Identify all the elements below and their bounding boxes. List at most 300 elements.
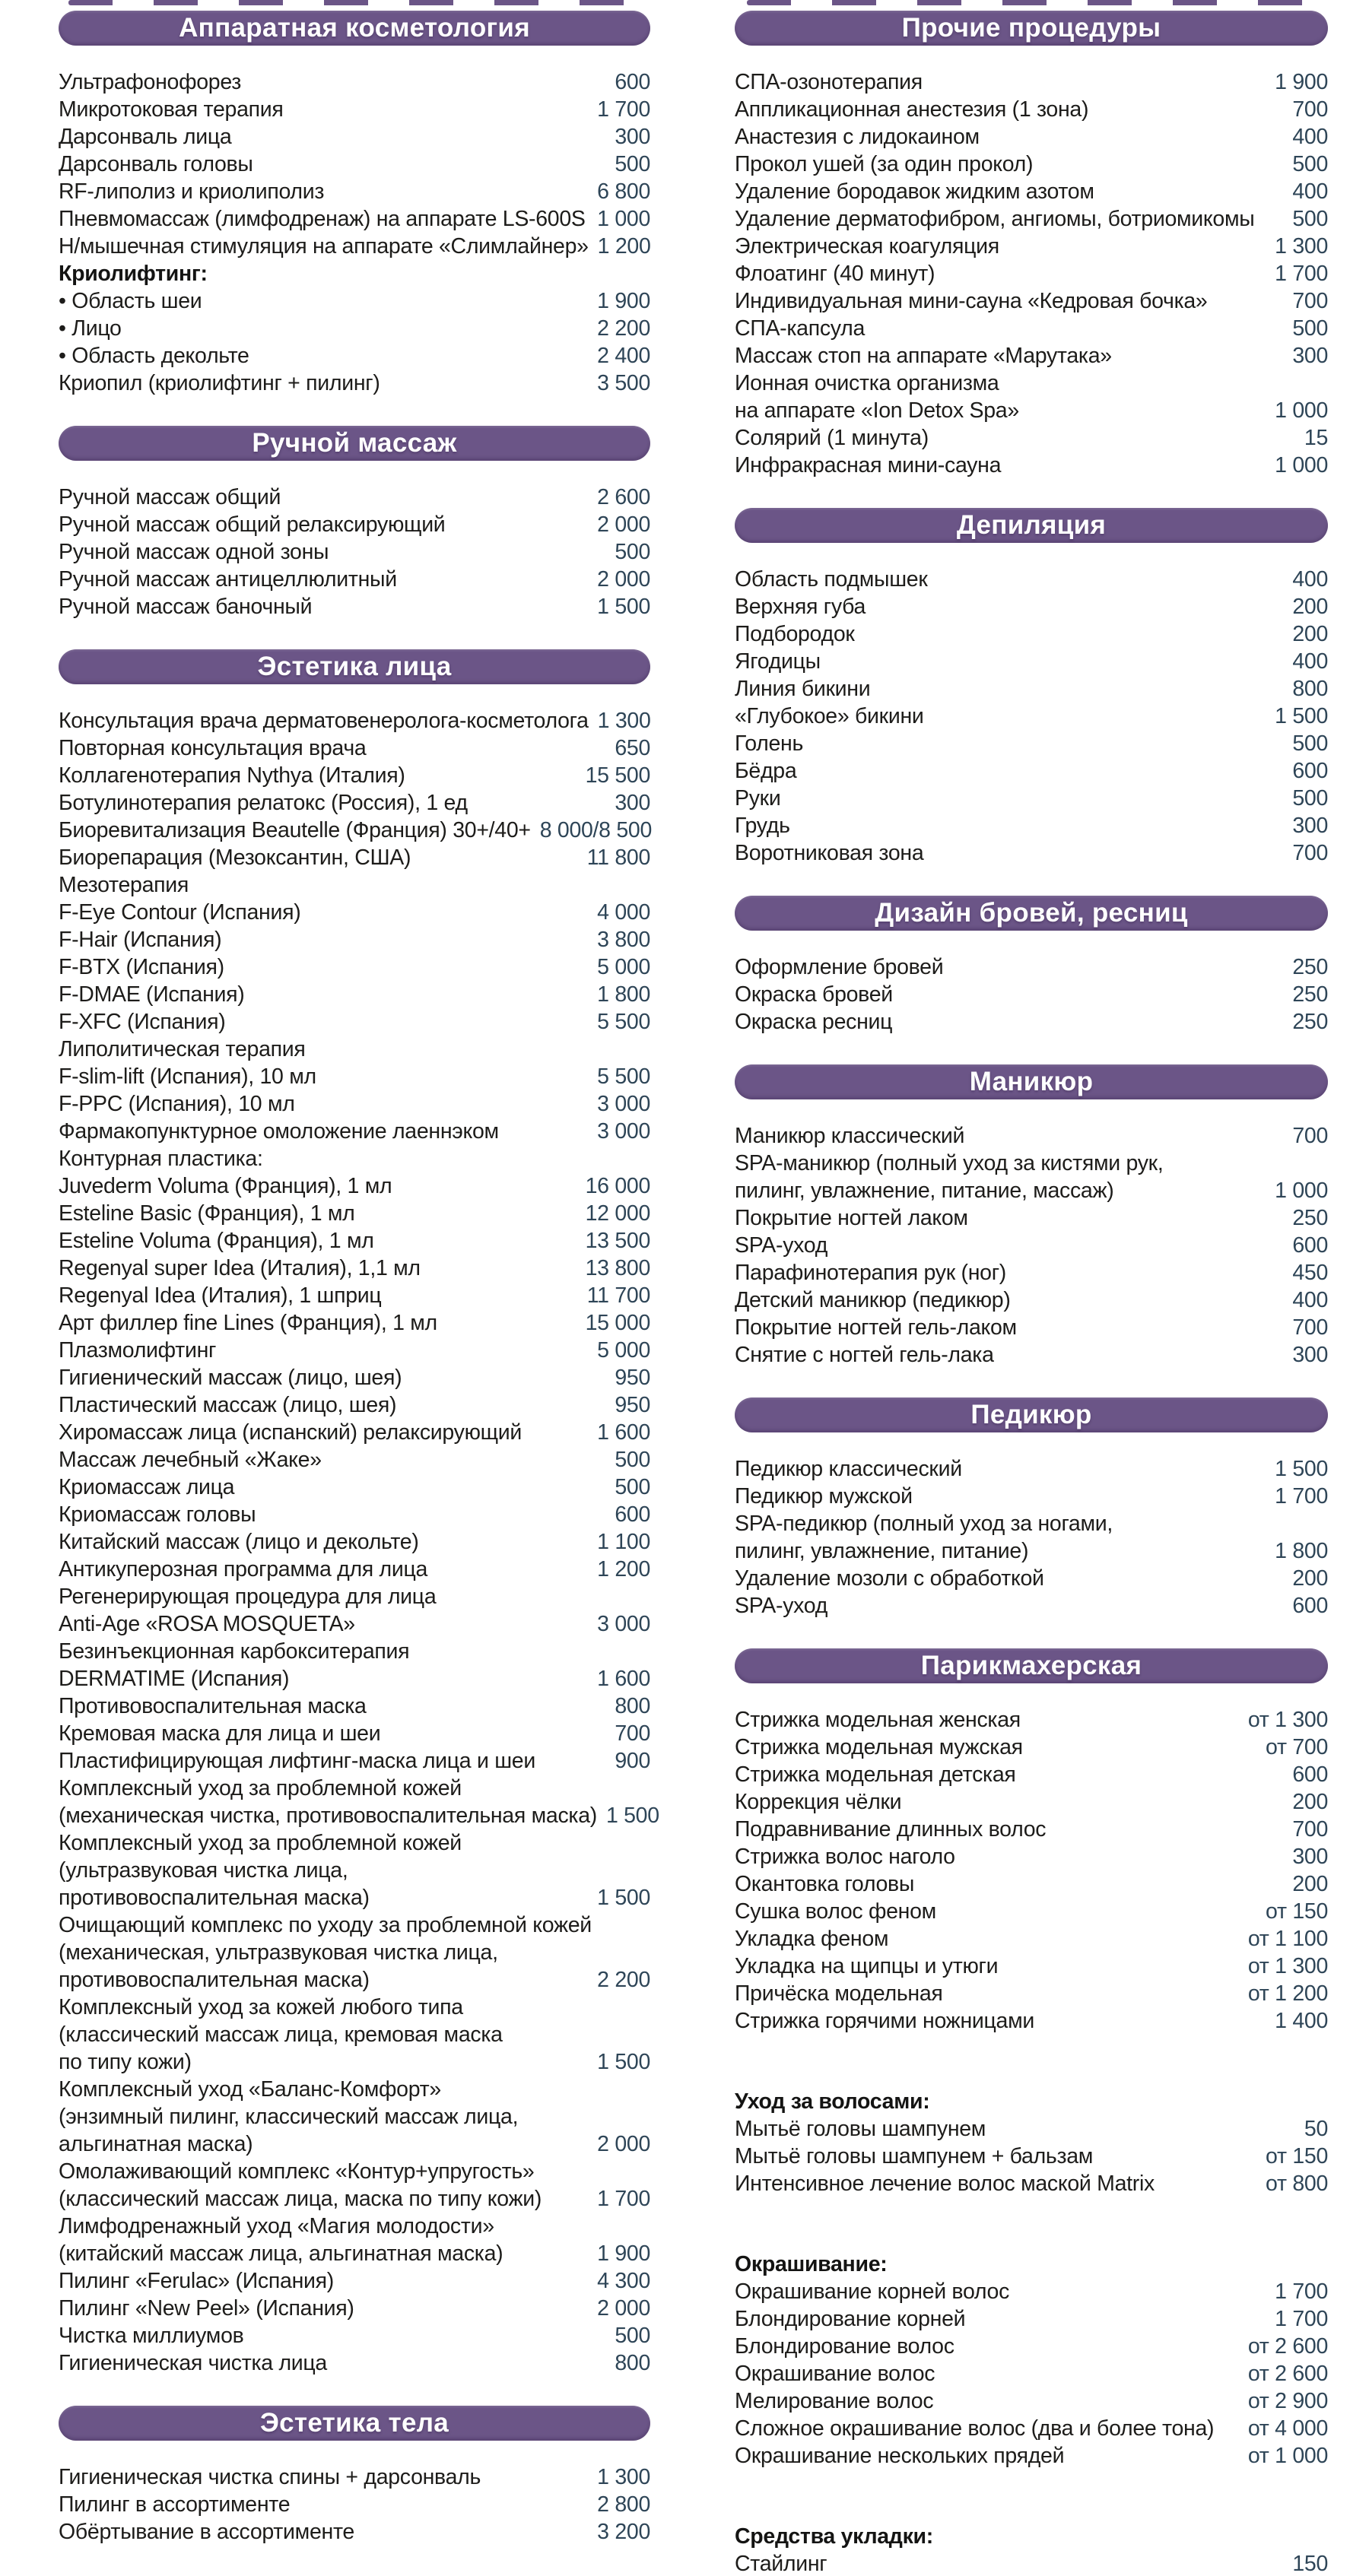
service-label: Уход за волосами: [735,2089,930,2114]
service-price: 1 300 [1275,234,1328,259]
service-label: Оформление бровей [735,955,944,979]
service-price: 2 000 [597,2296,650,2321]
section-title: Ручной массаж [252,428,457,458]
service-label: Пластифицирующая лифтинг-маска лица и шеи [59,1749,535,1773]
service-price: 500 [1292,731,1328,756]
service-row [735,1734,1328,1761]
service-label: Липолитическая терапия [59,1037,306,1061]
service-label: Удаление мозоли с обработкой [735,1566,1044,1591]
section-header [735,11,1328,46]
service-row [735,1259,1328,1286]
service-price: 700 [1292,289,1328,313]
service-price: 250 [1292,955,1328,979]
service-row [59,2491,650,2518]
right-column [735,0,1328,2576]
service-price: 600 [1292,1762,1328,1787]
service-price: 2 800 [597,2492,650,2517]
service-row [735,812,1328,839]
service-row [59,151,650,178]
service-price: 700 [1292,1315,1328,1340]
service-price: 1 100 [597,1530,650,1554]
service-row [735,1122,1328,1150]
service-row [735,648,1328,675]
subheading-row [59,260,650,287]
service-price: от 700 [1266,1735,1328,1759]
service-label: (классический массаж лица, маска по типу кожи) [59,2187,542,2211]
service-row [59,96,650,123]
service-price: 150 [1292,2552,1328,2576]
service-label: Консультация врача дерматовенеролога-косметолога [59,709,589,733]
service-label: Окантовка головы [735,1872,915,1896]
service-price: 1 000 [1275,453,1328,477]
service-price: 600 [1292,1594,1328,1618]
service-label: Ионная очистка организма [735,371,999,395]
service-price: 1 700 [1275,2307,1328,2331]
service-price: 2 200 [597,316,650,341]
service-row [735,785,1328,812]
service-row [735,2360,1328,2387]
service-row [59,123,650,151]
service-row [735,315,1328,342]
service-row [735,178,1328,205]
service-price: 400 [1292,125,1328,149]
service-label: пилинг, увлажнение, питание) [735,1539,1029,1563]
service-price: 800 [615,2351,650,2375]
service-price: 15 000 [585,1311,650,1335]
service-label: Арт филлер fine Lines (Франция), 1 мл [59,1311,437,1335]
service-row [735,1204,1328,1232]
service-price: от 1 300 [1247,1708,1328,1732]
service-label: Обёртывание в ассортименте [59,2520,354,2544]
service-price: 2 600 [597,485,650,509]
service-price: от 1 200 [1247,1981,1328,2006]
service-row [59,1692,650,1720]
service-label: Солярий (1 минута) [735,426,929,450]
service-label: Стрижка модельная женская [735,1708,1021,1732]
service-price: 3 500 [597,371,650,395]
service-price: 3 000 [597,1092,650,1116]
service-row [735,1706,1328,1734]
service-price: 4 000 [597,900,650,925]
service-price: 300 [1292,1343,1328,1367]
service-price: от 2 600 [1247,2362,1328,2386]
service-row [59,2103,650,2130]
service-label: Сложное окрашивание волос (два и более тона) [735,2416,1215,2441]
service-price: 5 500 [597,1064,650,1089]
service-row [735,2007,1328,2035]
service-row [59,1556,650,1583]
service-price: от 150 [1266,2144,1328,2168]
service-price: 1 900 [597,2241,650,2266]
service-price: от 2 900 [1247,2389,1328,2413]
service-price: 1 500 [597,595,650,619]
service-price: 1 800 [1275,1539,1328,1563]
service-row [735,757,1328,785]
service-price: от 800 [1266,2172,1328,2196]
service-price: 500 [615,540,650,564]
service-row [59,1911,650,1939]
service-label: «Глубокое» бикини [735,704,924,728]
service-price: 1 600 [597,1667,650,1691]
service-label: Электрическая коагуляция [735,234,999,259]
service-label: (механическая чистка, противовоспалительная маска) [59,1804,597,1828]
service-label: Антикуперозная программа для лица [59,1557,428,1581]
service-price: 450 [1292,1261,1328,1285]
service-label: (механическая, ультразвуковая чистка лица, [59,1940,498,1965]
service-label: (классический массаж лица, кремовая маска [59,2022,503,2047]
service-label: Мытьё головы шампунем [735,2117,986,2141]
service-row [735,2387,1328,2415]
service-label: Китайский массаж (лицо и декольте) [59,1530,419,1554]
section-title: Прочие процедуры [901,13,1161,43]
service-price: 700 [1292,1124,1328,1148]
service-row [735,2170,1328,2197]
service-price: 500 [615,1475,650,1499]
service-price: 5 500 [597,1010,650,1034]
subheading-row [735,2088,1328,2115]
service-row [59,1966,650,1994]
service-label: F-Hair (Испания) [59,928,222,952]
service-price: 600 [615,1502,650,1527]
service-price: 400 [1292,179,1328,204]
service-row [59,707,650,734]
service-price: 1 500 [597,1886,650,1910]
service-label: Стрижка модельная мужская [735,1735,1023,1759]
service-price: 500 [615,1448,650,1472]
service-row [735,370,1328,397]
service-label: F-slim-lift (Испания), 10 мл [59,1064,316,1089]
service-label: F-BTX (Испания) [59,955,224,979]
service-row [735,1286,1328,1314]
service-label: (ультразвуковая чистка лица, [59,1858,348,1883]
service-label: Линия бикини [735,677,871,701]
service-label: RF-липолиз и криолиполиз [59,179,325,204]
service-price: 400 [1292,1288,1328,1312]
section-header [735,508,1328,543]
section-title: Депиляция [956,510,1107,540]
service-price: от 4 000 [1247,2416,1328,2441]
service-row [59,1036,650,1063]
service-row [735,1843,1328,1870]
service-label: Мезотерапия [59,873,189,897]
service-price: 400 [1292,649,1328,674]
service-row [59,1665,650,1692]
service-row [735,151,1328,178]
service-label: Окрашивание: [735,2252,888,2276]
service-label: СПА-озонотерапия [735,70,923,94]
service-label: Средства укладки: [735,2524,933,2549]
service-label: • Область шеи [59,289,202,313]
service-price: 1 800 [597,982,650,1007]
service-label: Мелирование волос [735,2389,934,2413]
service-row [59,1118,650,1145]
service-price: 11 700 [586,1283,650,1308]
service-price: 600 [1292,1233,1328,1258]
service-label: Комплексный уход за кожей любого типа [59,1995,463,2019]
section-title: Парикмахерская [920,1651,1142,1680]
section-header [735,1648,1328,1683]
service-label: Очищающий комплекс по уходу за проблемной кожей [59,1913,592,1937]
service-label: Снятие с ногтей гель-лака [735,1343,994,1367]
service-price: 700 [1292,97,1328,122]
service-label: F-Eye Contour (Испания) [59,900,301,925]
service-row [59,1884,650,1911]
section-title: Эстетика лица [257,652,452,681]
service-label: противовоспалительная маска) [59,1886,370,1910]
service-price: 300 [1292,344,1328,368]
service-label: Regenyal Idea (Италия), 1 шприц [59,1283,382,1308]
service-price: 650 [615,736,650,760]
service-row [59,2463,650,2491]
service-row [59,1747,650,1775]
service-label: Стрижка модельная детская [735,1762,1016,1787]
service-row [735,2333,1328,2360]
service-row [59,1255,650,1282]
service-price: 200 [1292,1790,1328,1814]
service-price: 250 [1292,982,1328,1007]
service-label: Инфракрасная мини-сауна [735,453,1002,477]
service-row [735,566,1328,593]
service-row [735,1341,1328,1369]
service-price: 250 [1292,1010,1328,1034]
service-label: F-XFC (Испания) [59,1010,226,1034]
service-row [735,233,1328,260]
service-price: 200 [1292,622,1328,646]
service-row [59,538,650,566]
service-row [59,1829,650,1857]
service-row [735,593,1328,620]
service-row [59,1720,650,1747]
service-row [59,1528,650,1556]
service-price: 1 700 [597,97,650,122]
service-label: Воротниковая зона [735,841,924,865]
service-label: Массаж стоп на аппарате «Марутака» [735,344,1112,368]
service-price: от 2 600 [1247,2334,1328,2359]
service-price: 1 500 [1275,704,1328,728]
service-price: 400 [1292,567,1328,592]
service-price: 1 500 [605,1804,659,1828]
service-row [735,2115,1328,2143]
service-label: Сушка волос феном [735,1899,936,1924]
service-row [59,2021,650,2048]
service-price: 13 500 [585,1229,650,1253]
service-row [735,703,1328,730]
section-header [59,426,650,461]
service-row [59,178,650,205]
service-row [735,1898,1328,1925]
service-row [59,2240,650,2267]
service-row [59,2213,650,2240]
subheading-row [735,2251,1328,2278]
service-row [735,620,1328,648]
service-row [735,1925,1328,1953]
service-row [59,1200,650,1227]
service-price: 200 [1292,1566,1328,1591]
service-price: 700 [615,1721,650,1746]
service-row [59,2158,650,2185]
service-label: Комплексный уход за проблемной кожей [59,1776,462,1800]
service-row [59,68,650,96]
service-row [59,205,650,233]
service-price: 950 [615,1393,650,1417]
service-price: 1 300 [597,2465,650,2489]
service-label: Лимфодренажный уход «Магия молодости» [59,2214,494,2238]
section-title: Эстетика тела [259,2408,449,2438]
service-label: Чистка миллиумов [59,2324,244,2348]
service-label: Regenyal super Idea (Италия), 1,1 мл [59,1256,421,1280]
service-row [59,926,650,953]
service-label: Ягодицы [735,649,821,674]
service-label: Криопил (криолифтинг + пилинг) [59,371,380,395]
service-row [59,566,650,593]
service-price: 3 000 [597,1612,650,1636]
service-label: Коррекция чёлки [735,1790,902,1814]
service-label: Детский маникюр (педикюр) [735,1288,1011,1312]
service-label: Парафинотерапия рук (ног) [735,1261,1006,1285]
service-label: SPA-педикюр (полный уход за ногами, [735,1512,1113,1536]
service-row [735,452,1328,479]
section-header [735,1064,1328,1099]
service-row [59,287,650,315]
service-row [735,953,1328,981]
section-header [735,1397,1328,1432]
service-price: 500 [1292,786,1328,811]
service-row [735,397,1328,424]
service-price: 1 900 [1275,70,1328,94]
service-label: Верхняя губа [735,595,866,619]
service-label: Пилинг «New Peel» (Испания) [59,2296,354,2321]
service-price: 2 000 [597,2132,650,2156]
service-row [735,981,1328,1008]
service-label: Педикюр мужской [735,1484,913,1508]
service-label: Анастезия с лидокаином [735,125,980,149]
service-label: Н/мышечная стимуляция на аппарате «Слимлайнер» [59,234,589,259]
service-price: 15 500 [585,763,650,788]
service-row [735,1565,1328,1592]
service-price: 700 [1292,841,1328,865]
service-row [735,68,1328,96]
service-row [59,734,650,762]
service-price: 1 000 [597,207,650,231]
service-label: СПА-капсула [735,316,865,341]
service-price: 1 000 [1275,398,1328,423]
service-price: 2 000 [597,512,650,537]
service-row [735,1592,1328,1620]
service-row [59,2322,650,2349]
left-column [59,0,659,2546]
service-price: 13 800 [585,1256,650,1280]
service-label: Ручной массаж общий [59,485,281,509]
service-row [59,511,650,538]
service-label: Укладка на щипцы и утюги [735,1954,999,1978]
service-label: Бёдра [735,759,797,783]
service-label: Пневмомассаж (лимфодренаж) на аппарате LS-600S [59,207,586,231]
service-row [59,953,650,981]
service-row [59,1309,650,1337]
service-row [59,1610,650,1638]
service-row [59,1857,650,1884]
section-header [59,11,650,46]
service-row [59,2518,650,2546]
service-row [59,1282,650,1309]
service-price: 800 [1292,677,1328,701]
service-price: 12 000 [585,1201,650,1226]
service-price: 200 [1292,1872,1328,1896]
service-row [735,675,1328,703]
service-price: 1 600 [597,1420,650,1445]
service-label: Область подмышек [735,567,928,592]
service-label: Причёска модельная [735,1981,943,2006]
service-label: (китайский массаж лица, альгинатная маска) [59,2241,503,2266]
service-price: 950 [615,1366,650,1390]
service-row [735,839,1328,867]
service-row [59,2185,650,2213]
service-row [59,484,650,511]
service-row [59,762,650,789]
service-label: Криолифтинг: [59,262,208,286]
service-label: Стрижка горячими ножницами [735,2009,1034,2033]
service-label: Стайлинг [735,2552,827,2576]
service-price: 600 [615,70,650,94]
service-price: от 1 300 [1247,1954,1328,1978]
service-price: 1 500 [597,2050,650,2074]
service-row [735,730,1328,757]
service-label: Интенсивное лечение волос маской Matrix [735,2172,1155,2196]
service-row [735,2550,1328,2576]
service-label: Безинъекционная карбокситерапия [59,1639,410,1664]
service-row [735,123,1328,151]
service-row [59,981,650,1008]
service-row [735,1008,1328,1036]
service-row [735,1150,1328,1177]
service-row [59,342,650,370]
service-row [59,2295,650,2322]
service-row [735,260,1328,287]
service-row [59,1063,650,1090]
section-title: Аппаратная косметология [179,13,530,43]
service-label: Ботулинотерапия релатокс (Россия), 1 ед [59,791,468,815]
service-row [59,1583,650,1610]
service-label: Фармакопунктурное омоложение лаеннэком [59,1119,499,1144]
service-row [59,1446,650,1474]
service-label: Гигиенический массаж (лицо, шея) [59,1366,402,1390]
section-title: Педикюр [970,1400,1092,1429]
service-label: Мытьё головы шампунем + бальзам [735,2144,1094,2168]
service-price: 250 [1292,1206,1328,1230]
service-row [735,1483,1328,1510]
service-price: 1 900 [597,289,650,313]
subheading-row [735,2523,1328,2550]
service-price: 4 300 [597,2269,650,2293]
service-row [735,342,1328,370]
service-label: Блондирование волос [735,2334,954,2359]
service-row [735,424,1328,452]
service-price: 300 [615,791,650,815]
service-label: Хиромассаж лица (испанский) релаксирующий [59,1420,523,1445]
service-label: пилинг, увлажнение, питание, массаж) [735,1179,1114,1203]
service-row [59,1227,650,1255]
service-row [59,1145,650,1172]
service-label: Коллагенотерапия Nythya (Италия) [59,763,405,788]
service-row [59,1090,650,1118]
service-label: Anti-Age «ROSA MOSQUETA» [59,1612,355,1636]
service-price: 11 800 [586,845,650,870]
service-label: Esteline Voluma (Франция), 1 мл [59,1229,374,1253]
service-label: • Лицо [59,316,122,341]
service-label: SPA-уход [735,1594,828,1618]
service-label: Гигиеническая чистка лица [59,2351,327,2375]
service-label: Стрижка волос наголо [735,1845,955,1869]
